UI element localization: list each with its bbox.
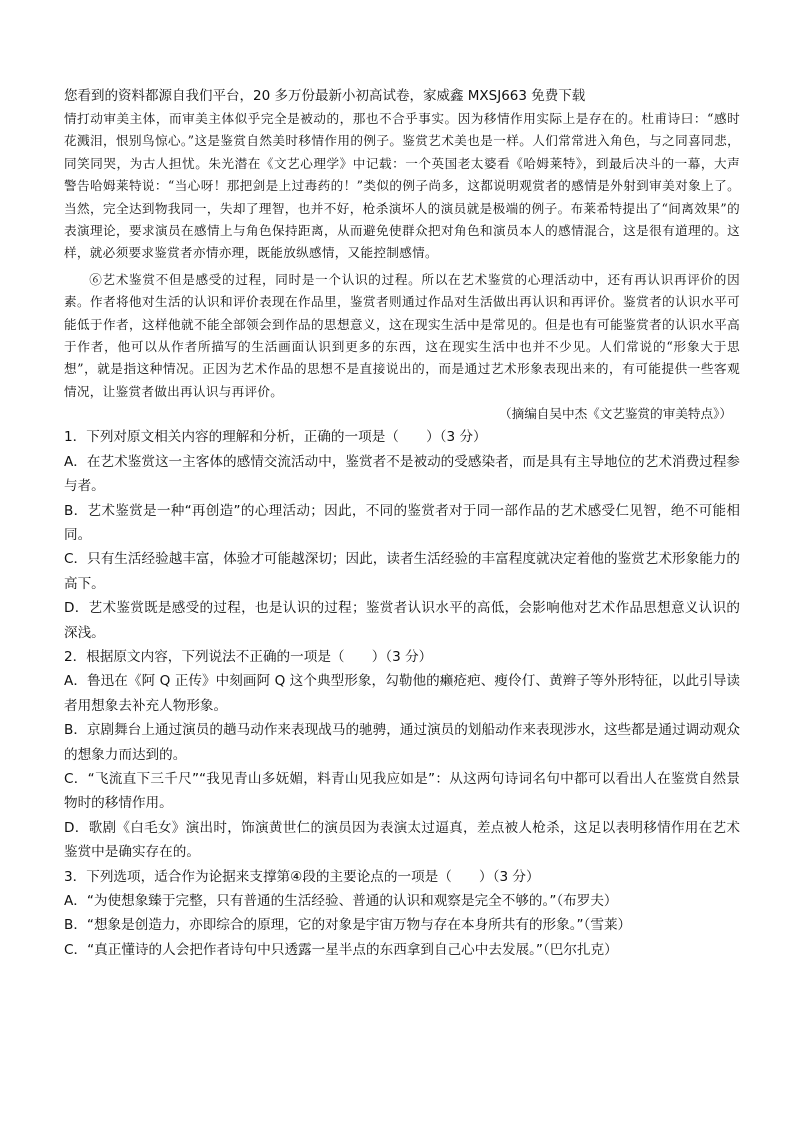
passage-source: （摘编自吴中杰《文艺鉴赏的审美特点》） <box>499 406 732 422</box>
question-1-option-a: A．在艺术鉴赏这一主客体的感情交流活动中，鉴赏者不是被动的受感染者，而是具有主导地位的艺术消费过程参与者。 <box>64 453 740 495</box>
passage-paragraph-1: 情打动审美主体，而审美主体似乎完全是被动的，那也不合乎事实。因为移情作用实际上是存在的。杜甫诗曰：“感时花溅泪，恨别鸟惊心。”这是鉴赏自然美时移情作用的例子。鉴赏艺术美也是一样。人们常常进入角色，与之同喜同悲，同笑同哭，为古人担忧。朱光潜在《文艺心理学》中记载：一个英国老太婆看《哈姆莱特》，到最后决斗的一幕，大声警告哈姆莱特说：“当心呀！那把剑是上过毒药的！”类似的例子尚多，这都说明观赏者的感情是外射到审美对象上了。当然，完全达到物我同一，失却了理智，也并不好，枪杀演坏人的演员就是极端的例子。布莱希特提出了“间离效果”的表演理论，要求演员在感情上与角色保持距离，从而避免使群众把对角色和演员本人的感情混合，这是很有道理的。这样，就必须要求鉴赏者亦情亦理，既能放纵感情，又能控制感情。 <box>64 111 740 261</box>
question-1-option-b: B．艺术鉴赏是一种“再创造”的心理活动；因此，不同的鉴赏者对于同一部作品的艺术感受仁见智，绝不可能相同。 <box>64 502 740 543</box>
question-2-option-d: D．歌剧《白毛女》演出时，饰演黄世仁的演员因为表演太过逼真，差点被人枪杀，这足以表明移情作用在艺术鉴赏中是确实存在的。 <box>64 819 740 861</box>
question-list <box>64 425 740 962</box>
question-1-option-c: C．只有生活经验越丰富，体验才可能越深切；因此，读者生活经验的丰富程度就决定着他的鉴赏艺术形象能力的高下。 <box>64 551 740 592</box>
reading-passage <box>64 108 740 403</box>
passage-paragraph-2: ⑥艺术鉴赏不但是感受的过程，同时是一个认识的过程。所以在艺术鉴赏的心理活动中，还有再认识再评价的因素。作者将他对生活的认识和评价表现在作品里，鉴赏者则通过作品对生活做出再认识和再评价。鉴赏者的认识水平可能低于作者，这样他就不能全部领会到作品的思想意义，这在现实生活中是常见的。但是也有可能鉴赏者的认识水平高于作者，他可以从作者所描写的生活画面认识到更多的东西，这在现实生活中也并不少见。人们常说的“形象大于思想”，就是指这种情况。正因为艺术作品的思想不是直接说出的，而是通过艺术形象表现出来的，有可能提供一些客观情况，让鉴赏者做出再认识与再评价。 <box>64 271 740 399</box>
question-2-stem: 2．根据原文内容，下列说法不正确的一项是（ ）（3 分） <box>64 648 433 665</box>
question-2-option-b: B．京剧舞台上通过演员的趟马动作来表现战马的驰骋，通过演员的划船动作来表现涉水，这些都是通过调动观众的想象力而达到的。 <box>64 722 740 763</box>
question-2-option-a: A．鲁迅在《阿 Q 正传》中刻画阿 Q 这个典型形象，勾勒他的癞疮疤、瘦伶仃、黄辫子等外形特征，以此引导读者用想象去补充人物形象。 <box>64 673 740 714</box>
question-3-option-a: A．“为使想象臻于完整，只有普通的生活经验、普通的认识和观察是完全不够的。”（布罗夫） <box>64 893 618 909</box>
document-page <box>64 86 740 962</box>
question-3-option-c: C．“真正懂诗的人会把作者诗句中只透露一星半点的东西拿到自己心中去发展。”（巴尔扎克） <box>64 941 618 958</box>
question-2-option-c: C．“飞流直下三千尺”“我见青山多妩媚，料青山见我应如是”：从这两句诗词名句中都可以看出人在鉴赏自然景物时的移情作用。 <box>64 770 740 812</box>
header-notice: 您看到的资料都源自我们平台，20 多万份最新小初高试卷，家威鑫 MXSJ663 免费下载 <box>64 88 586 104</box>
question-1-option-d: D．艺术鉴赏既是感受的过程，也是认识的过程；鉴赏者认识水平的高低，会影响他对艺术作品思想意义认识的深浅。 <box>64 600 740 641</box>
question-1-stem: 1．下列对原文相关内容的理解和分析，正确的一项是（ ）（3 分） <box>64 429 487 446</box>
question-3-stem: 3．下列选项，适合作为论据来支撑第④段的主要论点的一项是（ ）（3 分） <box>64 868 540 885</box>
question-3-option-b: B．“想象是创造力，亦即综合的原理，它的对象是宇宙万物与存在本身所共有的形象。”（雪莱） <box>64 917 632 934</box>
